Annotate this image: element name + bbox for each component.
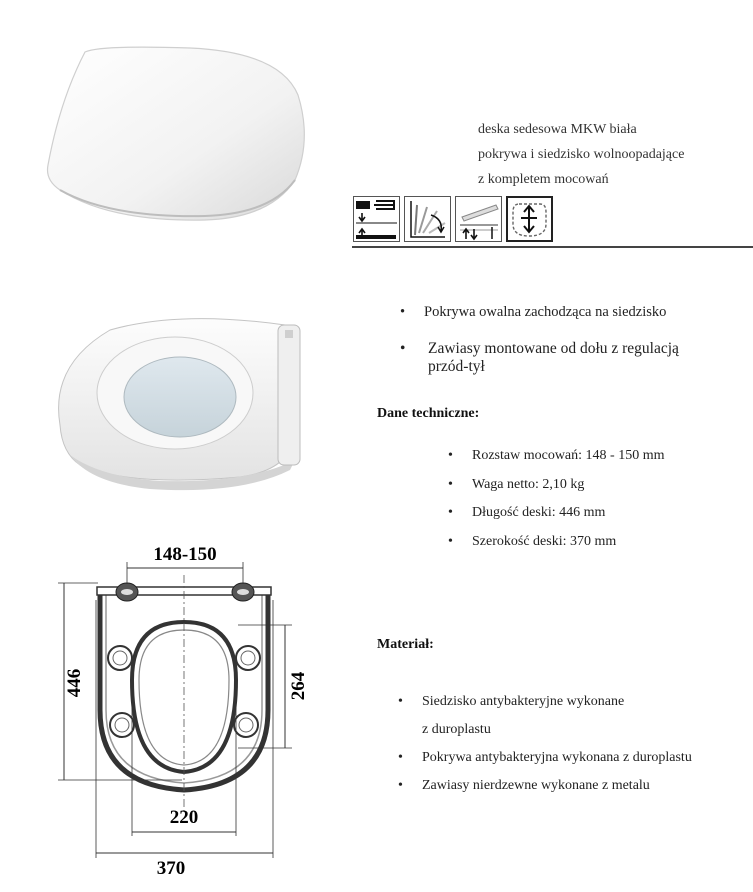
product-description — [478, 117, 738, 192]
description-line: deska sedesowa MKW biała — [478, 122, 637, 137]
list-item: • Siedzisko antybakteryjne wykonane z duroplastu — [398, 688, 692, 744]
bullet: • — [448, 476, 453, 492]
feature-list — [400, 304, 679, 395]
feature-icons — [353, 196, 553, 244]
dim-right-label: 264 — [288, 671, 309, 701]
closed-lid-photo — [40, 40, 315, 225]
soft-close-icon — [404, 196, 451, 242]
height-adjust-icon — [455, 196, 502, 242]
tech-list — [448, 446, 664, 560]
front-back-adjust-icon — [506, 196, 553, 242]
open-seat-photo — [40, 305, 315, 500]
dim-inner-bottom-label: 220 — [169, 807, 199, 828]
list-item: • Waga netto: 2,10 kg — [448, 475, 664, 504]
list-item: • Szerokość deski: 370 mm — [448, 532, 664, 561]
section-divider — [352, 246, 753, 248]
dim-left-label: 446 — [64, 668, 85, 698]
bullet: • — [448, 505, 453, 520]
list-item: • Zawiasy nierdzewne wykonane z metalu — [398, 772, 692, 800]
list-item: • Zawiasy montowane od dołu z regulacją przód-tył — [400, 340, 679, 375]
list-item: • Pokrywa owalna zachodząca na siedzisko — [400, 304, 667, 320]
material-list — [398, 688, 692, 800]
dim-outer-bottom-label: 370 — [156, 858, 186, 879]
bullet: • — [400, 304, 406, 320]
mounting-from-below-icon — [353, 196, 400, 242]
technical-drawing — [52, 540, 322, 880]
bullet: • — [400, 340, 406, 357]
bullet: • — [398, 750, 403, 765]
list-item: • Rozstaw mocowań: 148 - 150 mm — [448, 446, 664, 475]
tech-heading: Dane techniczne: — [377, 406, 480, 421]
list-item: • Długość deski: 446 mm — [448, 503, 664, 532]
description-line: pokrywa i siedzisko wolnoopadające — [478, 147, 685, 162]
material-heading: Materiał: — [377, 637, 434, 652]
bullet: • — [398, 694, 403, 709]
bullet: • — [398, 778, 403, 793]
description-line: z kompletem mocowań — [478, 172, 609, 187]
bullet: • — [448, 533, 453, 549]
dim-top-label: 148-150 — [153, 544, 217, 565]
list-item: • Pokrywa antybakteryjna wykonana z duroplastu — [398, 744, 692, 772]
bullet: • — [448, 448, 453, 463]
